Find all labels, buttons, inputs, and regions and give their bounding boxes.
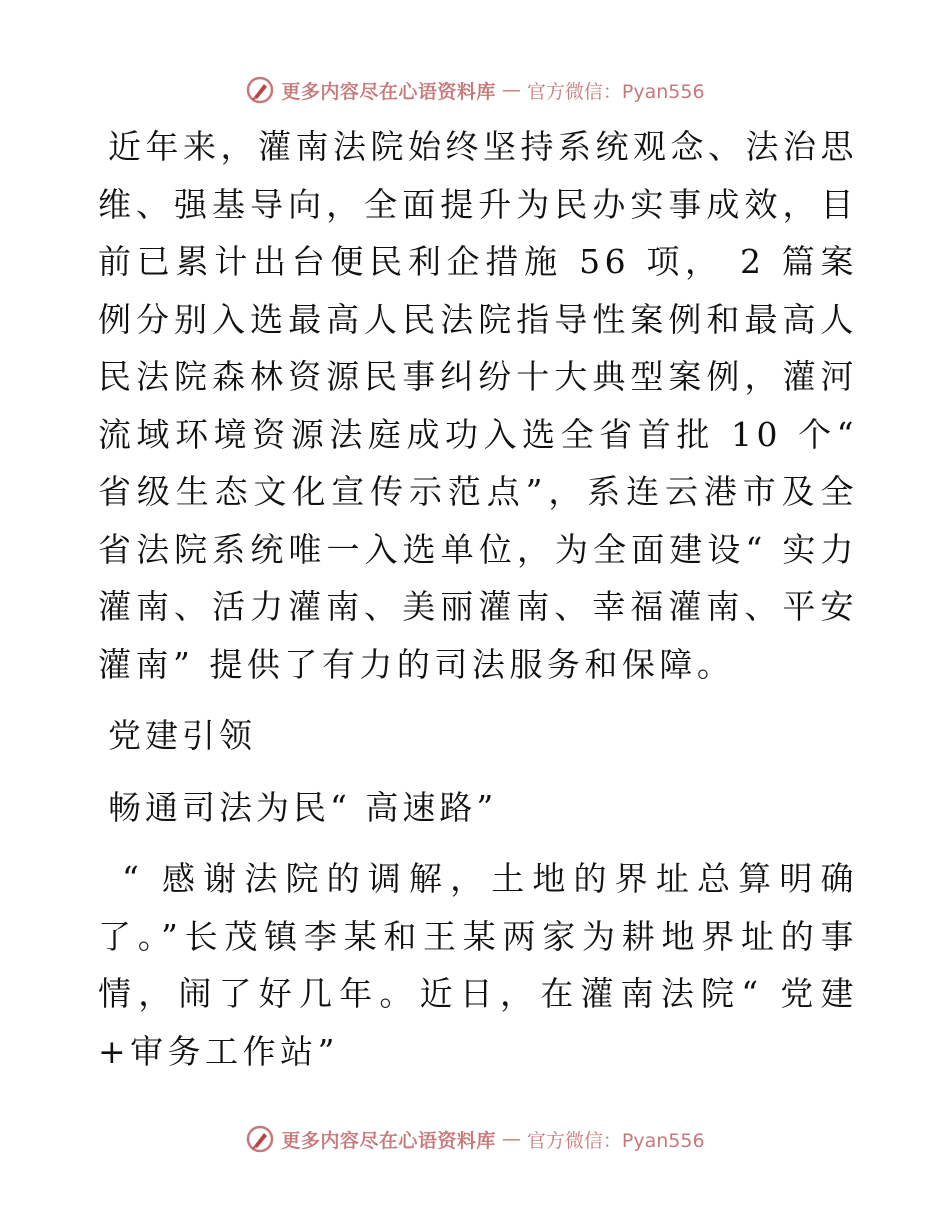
body-paragraph-2: “ 感谢法院的调解，土地的界址总算明确了。”长茂镇李某和王某两家为耕地界址的事情，闹了好几年。近日，在灌南法院“ 党建+审务工作站” (98, 859, 858, 1071)
pen-nib-logo-icon (245, 75, 275, 105)
footer-watermark (0, 1119, 950, 1159)
watermark-dash: — (501, 1128, 521, 1150)
watermark-main-text: 更多内容尽在心语资料库 (281, 80, 496, 103)
section-heading-party-building: 党建引领 (108, 716, 256, 755)
section-heading-justice-highway: 畅通司法为民“ 高速路” (108, 787, 498, 827)
body-paragraph-1: 近年来，灌南法院始终坚持系统观念、法治思维、强基导向，全面提升为民办实事成效，目前已累计出台便民利企措施 56 项， 2 篇案例分别入选最高人民法院指导性案例和最高人民法院森林资源民事纠纷十大典型案例，灌河流域环境资源法庭成功入选全省首批 10 个“ 省级生态文化宣传示范点”，系连云港市及全省法院系统唯一入选单位，为全面建设“ 实力灌南、活力灌南、美丽灌南、幸福灌南、平安灌南” 提供了有力的司法服务和保障。 (98, 127, 858, 684)
pen-nib-logo-icon (245, 1124, 275, 1154)
watermark-wechat-text: 官方微信：Pyan556 (526, 80, 705, 103)
watermark-main-text: 更多内容尽在心语资料库 (281, 1129, 496, 1152)
document-body (98, 118, 858, 1080)
header-watermark (0, 70, 950, 110)
watermark-dash: — (501, 79, 521, 101)
watermark-wechat-text: 官方微信：Pyan556 (526, 1129, 705, 1152)
